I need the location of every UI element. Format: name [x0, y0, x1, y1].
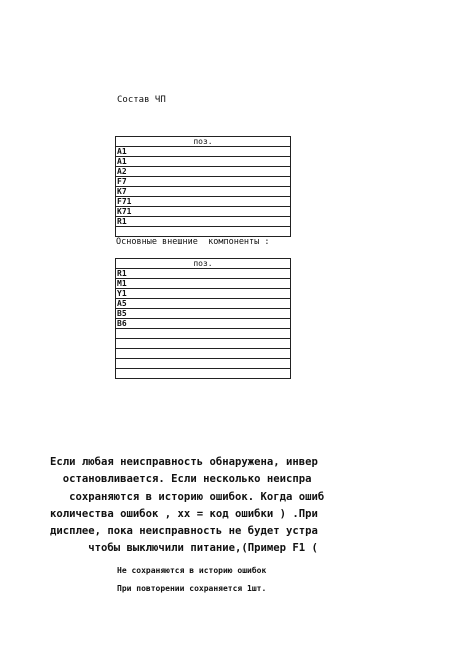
table-cell: R1 [116, 269, 291, 279]
notice-line: остановливается. Если несколько неиспра [50, 473, 312, 486]
table-row [116, 339, 291, 349]
table-row [116, 329, 291, 339]
table-row [116, 177, 291, 187]
fault-notice-text [50, 454, 325, 558]
table-row [116, 349, 291, 359]
table-cell: B6 [116, 319, 291, 329]
table-row [116, 269, 291, 279]
components-table-main [115, 136, 291, 237]
table-row [116, 319, 291, 329]
table-cell: Y1 [116, 289, 291, 299]
table-header-pos: поз. [116, 137, 291, 147]
table-row [116, 289, 291, 299]
table-cell: F7 [116, 177, 291, 187]
table-row [116, 197, 291, 207]
table-header-pos: поз. [116, 259, 291, 269]
table-cell [116, 227, 291, 237]
external-components-heading: Основные внешние компоненты : [116, 237, 270, 247]
page-title: Состав ЧП [117, 95, 166, 105]
table-cell [116, 359, 291, 369]
table-cell: R1 [116, 217, 291, 227]
table-cell: A1 [116, 157, 291, 167]
components-table-external [115, 258, 291, 379]
table-cell: B5 [116, 309, 291, 319]
notice-line: дисплее, пока неисправность не будет устра [50, 525, 318, 538]
table-row [116, 147, 291, 157]
table-row [116, 227, 291, 237]
table-row [116, 359, 291, 369]
table-cell: M1 [116, 279, 291, 289]
notice-line: Если любая неисправность обнаружена, инвер [50, 456, 318, 468]
table-row [116, 157, 291, 167]
notice-line: количества ошибок , xx = код ошибки ) .При [50, 507, 318, 520]
notice-line: сохраняются в историю ошибок. Когда ошиб [50, 490, 325, 503]
table-row [116, 187, 291, 197]
table-cell: A1 [116, 147, 291, 157]
table-cell: K71 [116, 207, 291, 217]
table-cell: F71 [116, 197, 291, 207]
table-cell [116, 339, 291, 349]
table-cell: A2 [116, 167, 291, 177]
table-row [116, 309, 291, 319]
table-row [116, 207, 291, 217]
note-repeat-saved: При повторении сохраняется 1шт. [117, 584, 267, 593]
table-cell [116, 349, 291, 359]
table-cell: A5 [116, 299, 291, 309]
note-not-saved: Не сохраняются в историю ошибок [117, 566, 267, 575]
table-row [116, 369, 291, 379]
table-cell: K7 [116, 187, 291, 197]
table-row [116, 299, 291, 309]
table-row [116, 217, 291, 227]
table-row [116, 279, 291, 289]
table-row [116, 167, 291, 177]
table-cell [116, 329, 291, 339]
table-cell [116, 369, 291, 379]
notice-line: чтобы выключили питание,(Пример F1 ( [50, 542, 318, 555]
